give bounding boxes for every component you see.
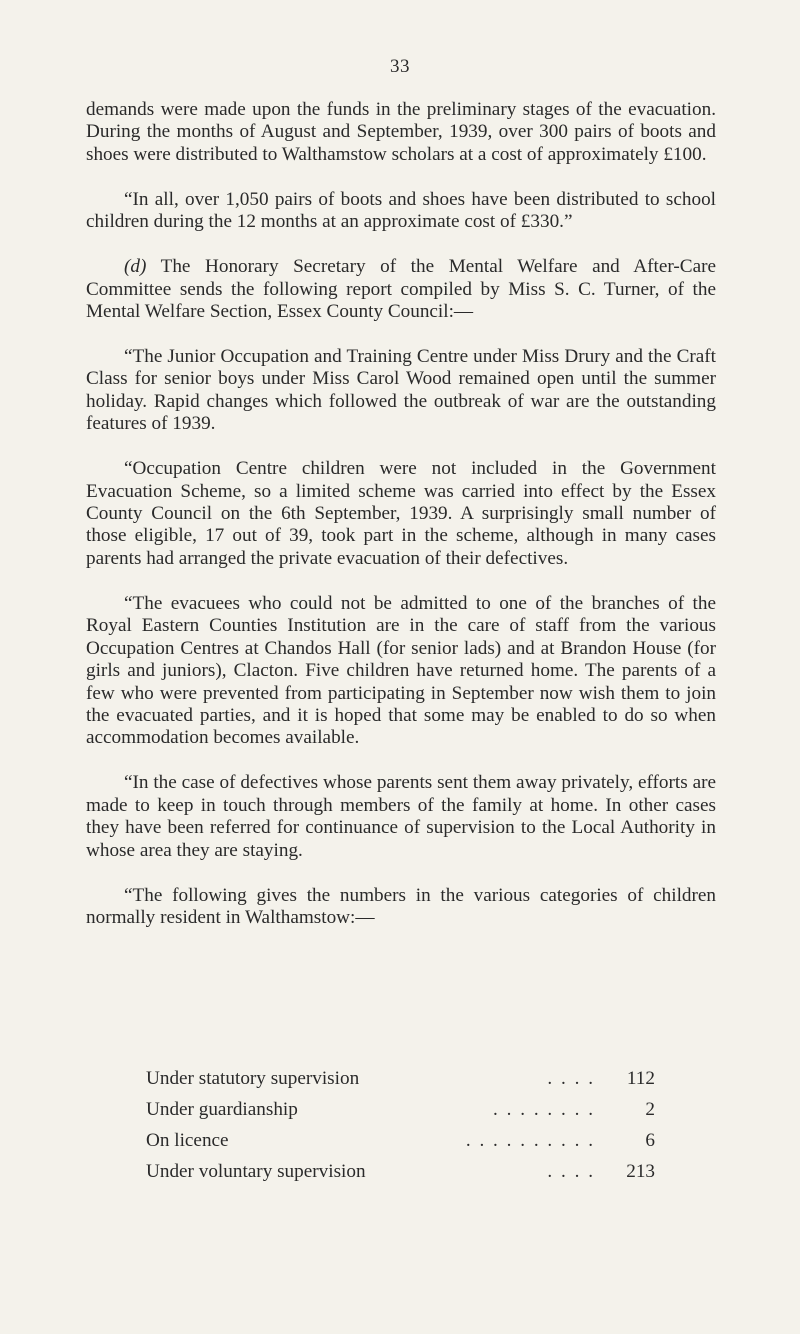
- section-marker: (d): [124, 256, 147, 278]
- leader-dots: . . . .: [547, 1068, 595, 1089]
- row-label: Under guardianship: [146, 1099, 298, 1120]
- page-number: 33: [390, 56, 410, 77]
- row-label: Under statutory supervision: [146, 1068, 360, 1089]
- leader-dots: . . . . . . . . . .: [465, 1130, 595, 1151]
- paragraph-4: “The Junior Occupation and Training Centre under Miss Drury and the Craft Class for senior boys under Miss Carol Wood remained open until the summer holiday. Rapid changes which followed the outbreak of war are the outstanding features of 1939.: [86, 346, 716, 435]
- paragraph-5: “Occupation Centre children were not included in the Government Evacuation Scheme, so a limited scheme was carried into effect by the Essex County Council on the 6th September, 1939. A surprisingly small number of those eligible, 17 out of 39, took part in the scheme, although in many cases parents had arranged the private evacuation of their defectives.: [86, 458, 716, 569]
- paragraph-6: “The evacuees who could not be admitted to one of the branches of the Royal Eastern Counties Institution are in the care of staff from the various Occupation Centres at Chandos Hall (for senior lads) and at Brandon House (for girls and juniors), Clacton. Five children have returned home. The parents of a few who were prevented from participating in September now wish them to join the evacuated parties, and it is hoped that some may be enabled to do so when accommodation becomes available.: [86, 592, 716, 749]
- paragraph-3-text: The Honorary Secretary of the Mental Welfare and After-Care Committee sends the following report compiled by Miss S. C. Turner, of the Mental Welfare Section, Essex County Council:—: [86, 256, 717, 323]
- row-value: 112: [626, 1068, 655, 1089]
- row-label: On licence: [146, 1130, 229, 1151]
- table-row: [146, 1125, 655, 1156]
- paragraph-1: demands were made upon the funds in the preliminary stages of the evacuation. During the months of August and September, 1939, over 300 pairs of boots and shoes were distributed to Walthamstow scholars at a cost of approximately £100.: [86, 99, 716, 165]
- body-text: [86, 99, 716, 952]
- paragraph-7: “In the case of defectives whose parents sent them away privately, efforts are made to keep in touch through members of the family at home. In other cases they have been referred for continuance of supervision to the Local Authority in whose area they are staying.: [86, 772, 716, 861]
- paragraph-3: [86, 256, 716, 323]
- paragraph-8: “The following gives the numbers in the various categories of children normally resident in Walthamstow:—: [86, 884, 716, 928]
- table-row: [146, 1063, 655, 1094]
- row-label: Under voluntary supervision: [146, 1161, 366, 1182]
- paragraph-2: “In all, over 1,050 pairs of boots and shoes have been distributed to school children during the 12 months at an approximate cost of £330.”: [86, 188, 716, 233]
- table-row: [146, 1156, 655, 1187]
- row-value: 2: [645, 1099, 655, 1120]
- table-row: [146, 1094, 655, 1125]
- row-value: 213: [626, 1161, 655, 1182]
- categories-table: [146, 1063, 655, 1187]
- leader-dots: . . . .: [547, 1161, 595, 1182]
- row-value: 6: [645, 1130, 655, 1151]
- leader-dots: . . . . . . . .: [493, 1099, 595, 1120]
